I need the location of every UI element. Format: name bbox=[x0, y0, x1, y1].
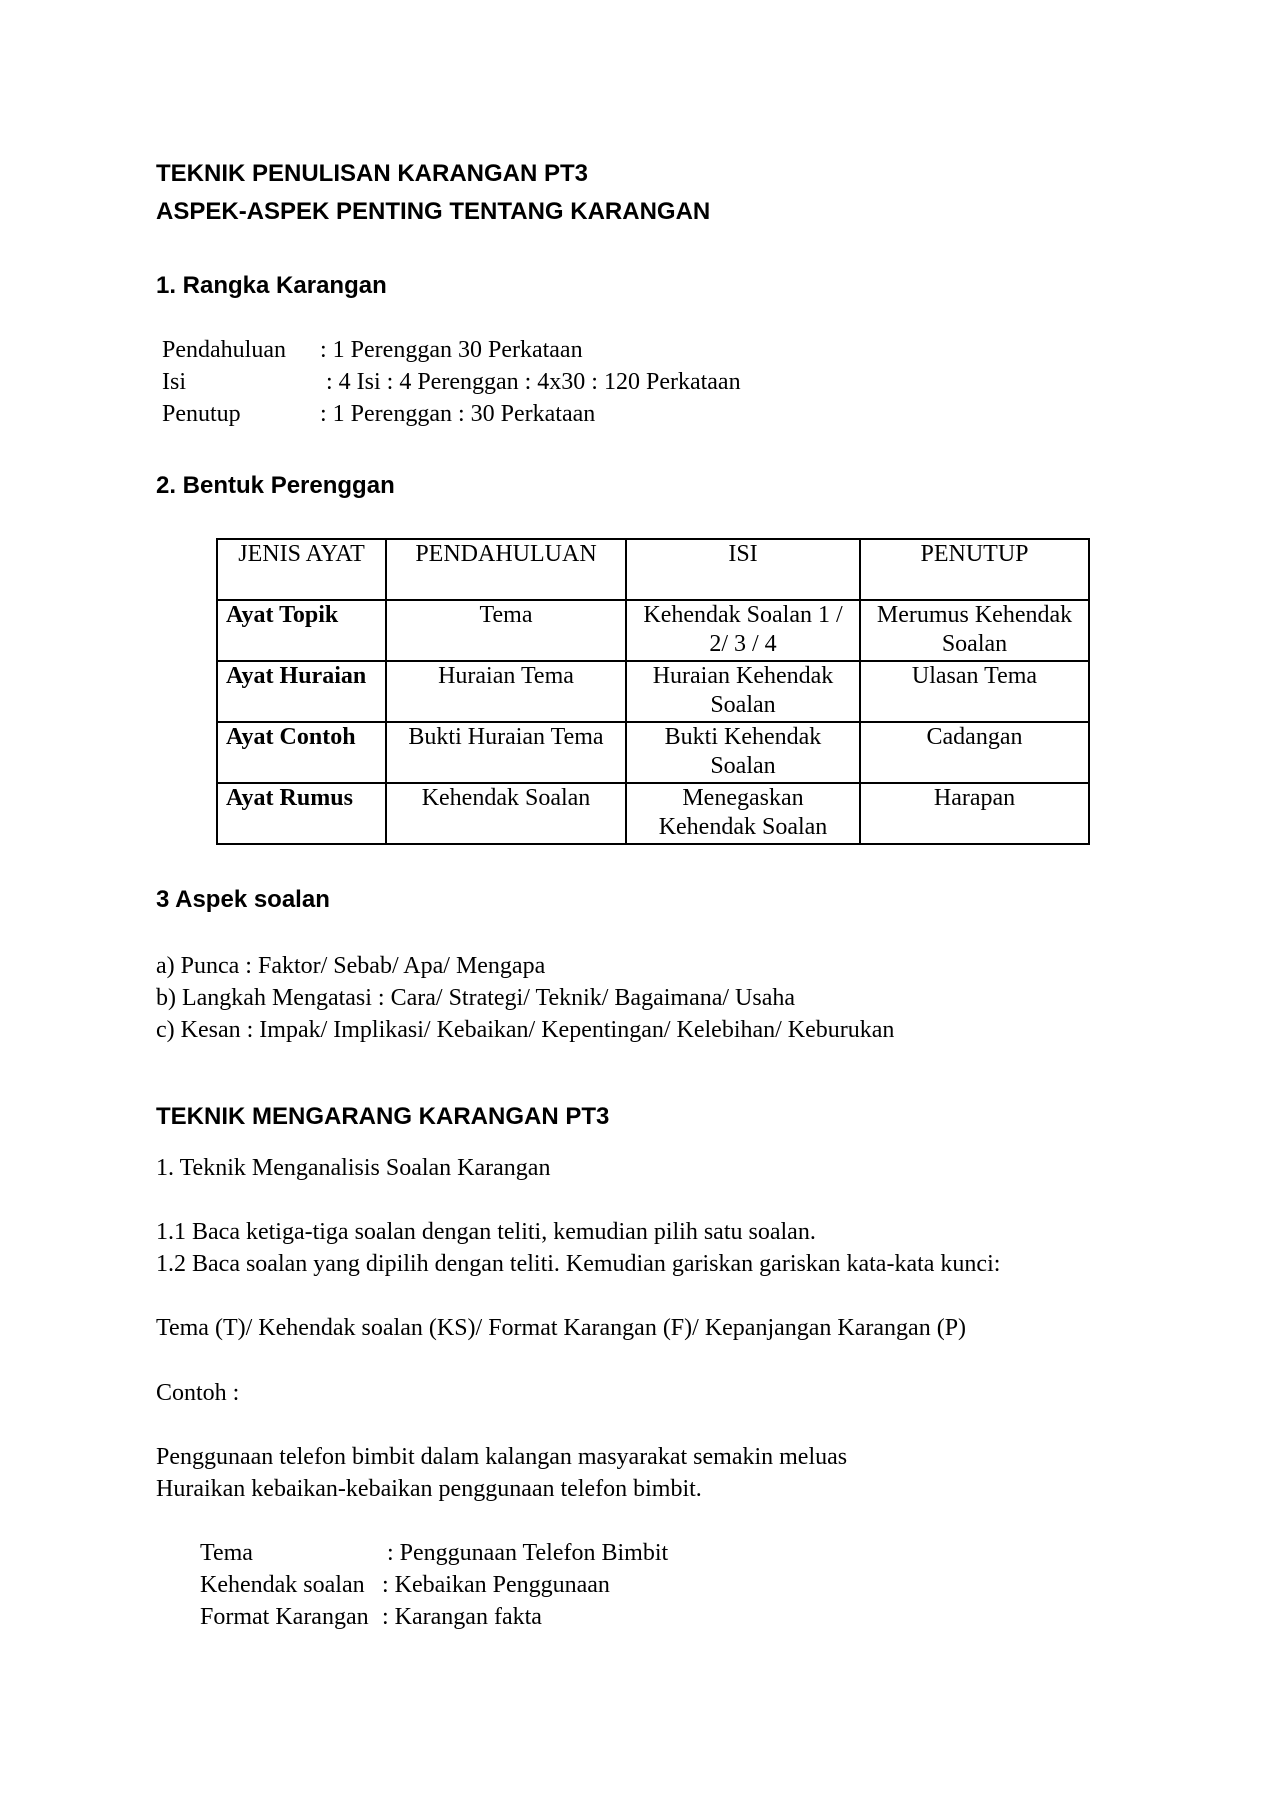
cell-isi: Huraian Kehendak Soalan bbox=[626, 661, 860, 722]
cell-penutup: Cadangan bbox=[860, 722, 1089, 783]
rangka-value-pendahuluan: : 1 Perenggan 30 Perkataan bbox=[320, 337, 583, 363]
table-row bbox=[217, 783, 1089, 844]
aspek-item-punca: a) Punca : Faktor/ Sebab/ Apa/ Mengapa bbox=[156, 953, 546, 979]
header-pendahuluan: PENDAHULUAN bbox=[386, 539, 626, 600]
table-row bbox=[217, 661, 1089, 722]
rangka-value-isi: : 4 Isi : 4 Perenggan : 4x30 : 120 Perkataan bbox=[326, 369, 741, 395]
step-1-1: 1.1 Baca ketiga-tiga soalan dengan teliti, kemudian pilih satu soalan. bbox=[156, 1219, 816, 1245]
cell-isi: Bukti Kehendak Soalan bbox=[626, 722, 860, 783]
cell-pendahuluan: Bukti Huraian Tema bbox=[386, 722, 626, 783]
example-label-kehendak: Kehendak soalan bbox=[200, 1572, 365, 1598]
table-row bbox=[217, 722, 1089, 783]
example-value-format: : Karangan fakta bbox=[382, 1604, 542, 1630]
table-row bbox=[217, 600, 1089, 661]
cell-isi: Menegaskan Kehendak Soalan bbox=[626, 783, 860, 844]
step-1-2: 1.2 Baca soalan yang dipilih dengan teliti. Kemudian gariskan gariskan kata-kata kunci: bbox=[156, 1251, 1001, 1277]
header-isi: ISI bbox=[626, 539, 860, 600]
cell-pendahuluan: Kehendak Soalan bbox=[386, 783, 626, 844]
cell-isi: Kehendak Soalan 1 / 2/ 3 / 4 bbox=[626, 600, 860, 661]
bentuk-perenggan-table bbox=[216, 538, 1090, 845]
cell-penutup: Ulasan Tema bbox=[860, 661, 1089, 722]
example-value-tema: : Penggunaan Telefon Bimbit bbox=[387, 1540, 669, 1566]
row-label: Ayat Topik bbox=[217, 600, 386, 661]
document-title: TEKNIK PENULISAN KARANGAN PT3 bbox=[156, 160, 589, 187]
example-label-tema: Tema bbox=[200, 1540, 253, 1566]
aspek-item-kesan: c) Kesan : Impak/ Implikasi/ Kebaikan/ Kepentingan/ Kelebihan/ Keburukan bbox=[156, 1017, 895, 1043]
cell-penutup: Harapan bbox=[860, 783, 1089, 844]
keywords-line: Tema (T)/ Kehendak soalan (KS)/ Format Karangan (F)/ Kepanjangan Karangan (P) bbox=[156, 1315, 967, 1341]
contoh-label: Contoh : bbox=[156, 1380, 240, 1406]
example-question-line-2: Huraikan kebaikan-kebaikan penggunaan telefon bimbit. bbox=[156, 1476, 702, 1502]
table-header-row bbox=[217, 539, 1089, 600]
example-label-format: Format Karangan bbox=[200, 1604, 369, 1630]
header-penutup: PENUTUP bbox=[860, 539, 1089, 600]
cell-penutup: Merumus Kehendak Soalan bbox=[860, 600, 1089, 661]
step-1: 1. Teknik Menganalisis Soalan Karangan bbox=[156, 1155, 551, 1181]
section-mengarang-title: TEKNIK MENGARANG KARANGAN PT3 bbox=[156, 1103, 610, 1130]
document-subtitle: ASPEK-ASPEK PENTING TENTANG KARANGAN bbox=[156, 198, 711, 225]
rangka-value-penutup: : 1 Perenggan : 30 Perkataan bbox=[320, 401, 596, 427]
row-label: Ayat Rumus bbox=[217, 783, 386, 844]
rangka-label-penutup: Penutup bbox=[162, 401, 241, 427]
rangka-label-isi: Isi bbox=[162, 369, 186, 395]
cell-pendahuluan: Tema bbox=[386, 600, 626, 661]
aspek-item-langkah: b) Langkah Mengatasi : Cara/ Strategi/ Teknik/ Bagaimana/ Usaha bbox=[156, 985, 796, 1011]
rangka-label-pendahuluan: Pendahuluan bbox=[162, 337, 286, 363]
section-rangka-title: 1. Rangka Karangan bbox=[156, 272, 387, 299]
section-aspek-title: 3 Aspek soalan bbox=[156, 886, 330, 913]
row-label: Ayat Huraian bbox=[217, 661, 386, 722]
cell-pendahuluan: Huraian Tema bbox=[386, 661, 626, 722]
example-question-line-1: Penggunaan telefon bimbit dalam kalangan masyarakat semakin meluas bbox=[156, 1444, 848, 1470]
header-jenis-ayat: JENIS AYAT bbox=[217, 539, 386, 600]
section-bentuk-title: 2. Bentuk Perenggan bbox=[156, 472, 395, 499]
example-value-kehendak: : Kebaikan Penggunaan bbox=[382, 1572, 610, 1598]
row-label: Ayat Contoh bbox=[217, 722, 386, 783]
